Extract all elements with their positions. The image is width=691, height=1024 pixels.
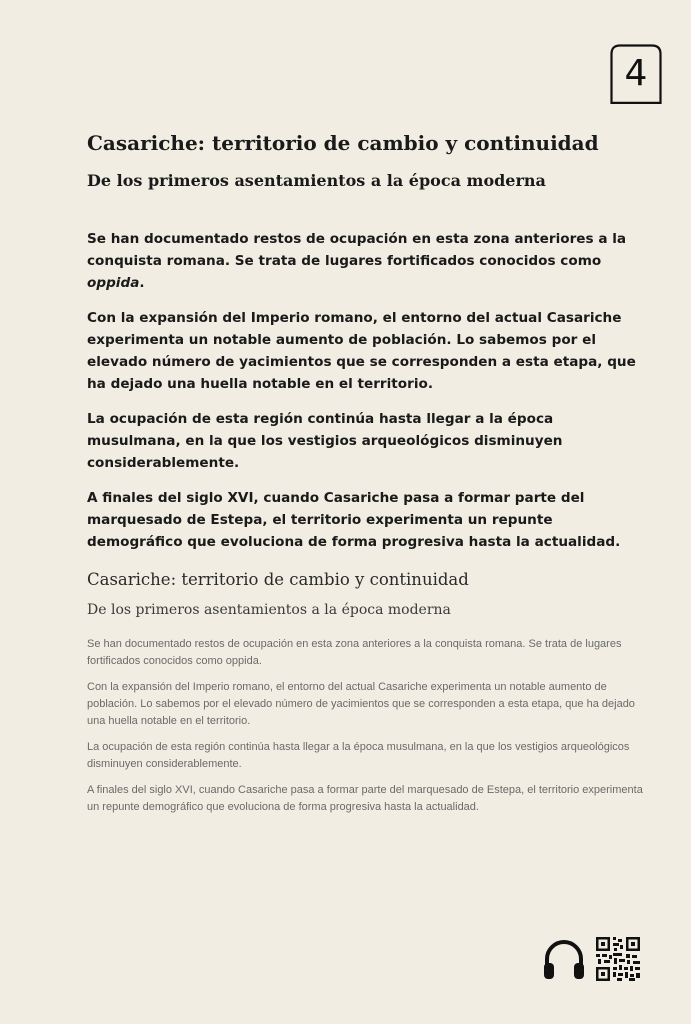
secondary-paragraph: Se han documentado restos de ocupación en esta zona anteriores a la conquista romana. Se trata de lugares fortificados conocidos como oppida. [87,638,622,667]
secondary-subtitle: De los primeros asentamientos a la época moderna [87,602,451,618]
secondary-title: Casariche: territorio de cambio y continuidad [87,570,469,589]
headphones-icon[interactable] [541,936,587,982]
secondary-paragraph: La ocupación de esta región continúa hasta llegar a la época musulmana, en la que los vestigios arqueológicos disminuyen considerablemente. [87,741,630,770]
primary-paragraph [87,228,647,294]
secondary-paragraph: A finales del siglo XVI, cuando Casariche pasa a formar parte del marquesado de Estepa, el territorio experimenta un repunte demográfico que evoluciona de forma progresiva hasta la actualidad. [87,784,643,813]
secondary-body [87,636,647,816]
primary-paragraph-italic: oppida [87,275,140,291]
secondary-section [87,567,647,825]
panel-number-badge [610,44,662,104]
primary-subtitle: De los primeros asentamientos a la época moderna [87,171,546,190]
primary-paragraph-end: . [139,275,145,291]
primary-title: Casariche: territorio de cambio y continuidad [87,131,599,155]
primary-paragraph: A finales del siglo XVI, cuando Casariche pasa a formar parte del marquesado de Estepa, el territorio experimenta un repunte demográfico que evoluciona de forma progresiva hasta la actualidad. [87,490,621,550]
qr-code-icon[interactable] [596,937,640,981]
primary-paragraph-text: Se han documentado restos de ocupación en esta zona anteriores a la conquista romana. Se trata de lugares fortificados conocidos como [87,231,627,269]
secondary-paragraph: Con la expansión del Imperio romano, el entorno del actual Casariche experimenta un notable aumento de población. Lo sabemos por el elevado número de yacimientos que se corresponden a esta etapa, que ha dejado una huella notable en el territorio. [87,681,635,727]
primary-paragraph: La ocupación de esta región continúa hasta llegar a la época musulmana, en la que los vestigios arqueológicos disminuyen considerablemente. [87,411,563,471]
primary-paragraph: Con la expansión del Imperio romano, el entorno del actual Casariche experimenta un notable aumento de población. Lo sabemos por el elevado número de yacimientos que se corresponden a esta etapa, que ha dejado una huella notable en el territorio. [87,310,636,392]
panel-number: 4 [624,53,648,94]
primary-section [87,128,647,566]
primary-body [87,228,647,553]
